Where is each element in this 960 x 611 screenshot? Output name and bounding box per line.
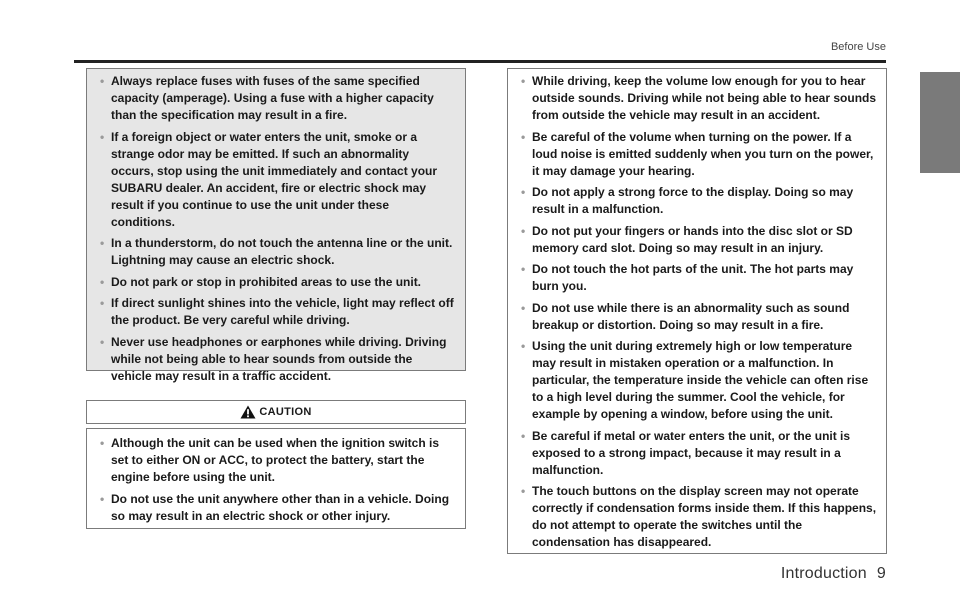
chapter-side-tab (920, 72, 960, 173)
bullet-icon: • (521, 484, 526, 498)
warning-item: • If direct sunlight shines into the vehicle, light may reflect off the product. Be very careful while driving. (100, 296, 454, 327)
bullet-icon: • (521, 74, 526, 88)
warning-item: • Always replace fuses with fuses of the same specified capacity (amperage). Using a fuse with a higher capacity than the specification may result in a fire. (100, 74, 434, 122)
bullet-icon: • (521, 300, 526, 315)
caution-item: • Do not put your fingers or hands into the disc slot or SD memory card slot. Doing so may result in an injury. (521, 223, 853, 255)
caution-item: • Using the unit during extremely high or low temperature may result in mistaken operation or a malfunction. In particular, the temperature inside the vehicle can often rise to a high level during the summer. Cool the vehicle, for example by opening a window, before using the unit. (521, 339, 869, 421)
header-rule (74, 60, 886, 63)
warning-list (87, 73, 455, 385)
bullet-icon: • (100, 296, 105, 310)
chapter-title: Introduction (780, 565, 867, 582)
bullet-icon: • (521, 339, 526, 353)
bullet-icon: • (521, 129, 526, 144)
bullet-icon: • (100, 129, 105, 144)
warning-item: • If a foreign object or water enters the unit, smoke or a strange odor may be emitted. If such an abnormality occurs, stop using the unit immediately and contact your SUBARU dealer. An accident, fire or electric shock may result if you continue to use the unit under these conditions. (100, 129, 438, 229)
caution-item: • Do not use the unit anywhere other than in a vehicle. Doing so may result in an electric shock or other injury. (100, 491, 450, 523)
warning-item: • Never use headphones or earphones while driving. Driving while not being able to hear sounds from outside the vehicle may result in a traffic accident. (100, 334, 447, 383)
caution-box (86, 428, 466, 529)
caution-item: • Do not touch the hot parts of the unit. The hot parts may burn you. (521, 262, 854, 293)
caution-item: • The touch buttons on the display screen may not operate correctly if condensation forms inside them. If this happens, do not attempt to operate the switches until the condensation has disappeared. (521, 484, 877, 549)
warning-item: • In a thunderstorm, do not touch the antenna line or the unit. Lightning may cause an electric shock. (100, 236, 453, 267)
caution-item: • Do not use while there is an abnormality such as sound breakup or distortion. Doing so may result in a fire. (521, 300, 850, 332)
bullet-icon: • (100, 236, 105, 250)
caution-title: CAUTION (259, 406, 312, 418)
caution-item: • Do not apply a strong force to the display. Doing so may result in a malfunction. (521, 185, 854, 216)
caution-item: • While driving, keep the volume low enough for you to hear outside sounds. Driving while not being able to hear sounds from outside the vehicle may result in an accident. (521, 74, 877, 122)
warning-box (86, 68, 466, 383)
bullet-icon: • (521, 223, 526, 238)
bullet-icon: • (100, 74, 105, 88)
bullet-icon: • (100, 436, 105, 450)
caution-item: • Be careful if metal or water enters the unit, or the unit is exposed to a strong impact, because it may result in a malfunction. (521, 428, 851, 477)
bullet-icon: • (100, 274, 105, 289)
caution-title-group (240, 405, 311, 419)
right-caution-box (507, 68, 887, 554)
caution-item: • Although the unit can be used when the ignition switch is set to either ON or ACC, to protect the battery, start the engine before using the unit. (100, 436, 440, 484)
caution-list (87, 435, 455, 525)
section-header: Before Use (830, 41, 886, 53)
bullet-icon: • (521, 428, 526, 443)
caution-item: • Be careful of the volume when turning on the power. If a loud noise is emitted suddenly when you turn on the power, it may damage your hearing. (521, 129, 874, 178)
right-caution-list (508, 73, 878, 551)
warning-triangle-icon (240, 405, 256, 419)
caution-header (86, 400, 466, 424)
warning-item: • Do not park or stop in prohibited areas to use the unit. (100, 274, 422, 289)
bullet-icon: • (521, 185, 526, 199)
bullet-icon: • (100, 491, 105, 506)
bullet-icon: • (100, 334, 105, 349)
page-number: 9 (876, 565, 886, 582)
bullet-icon: • (521, 262, 526, 276)
page-footer (781, 565, 886, 583)
